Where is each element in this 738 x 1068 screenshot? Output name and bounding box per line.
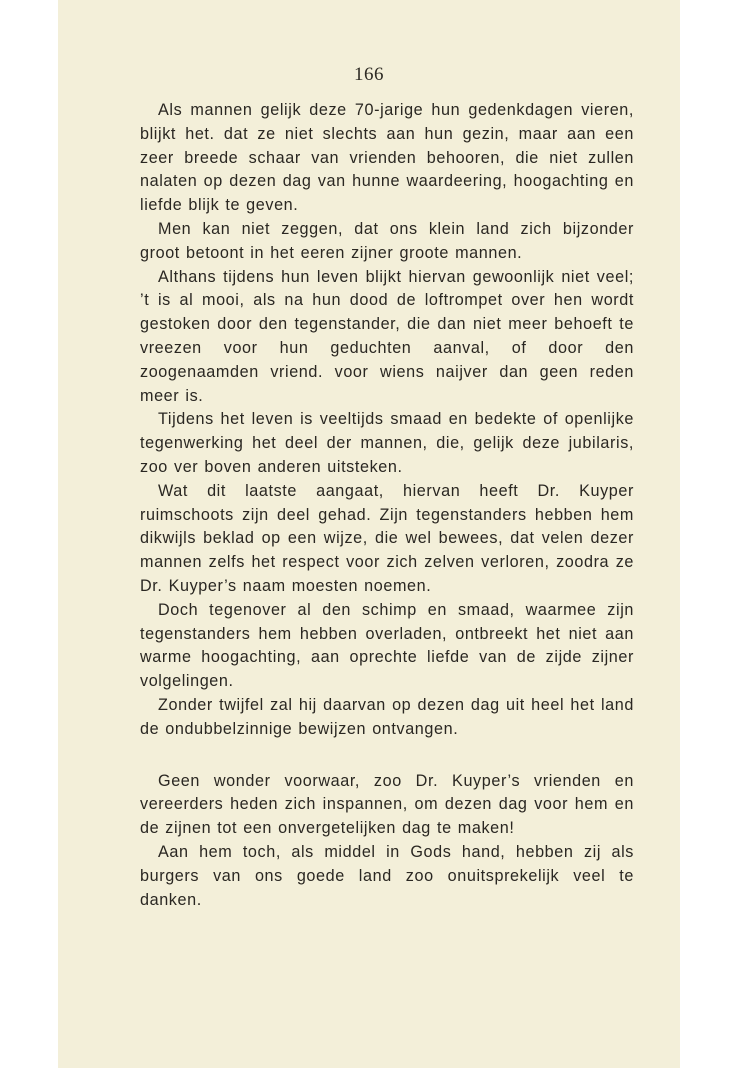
paragraph: Geen wonder voorwaar, zoo Dr. Kuyper’s vrienden en vereerders heden zich inspannen, om dezen dag voor hem en de zijnen tot een onvergetelijken dag te maken! (140, 771, 634, 838)
paragraph: Men kan niet zeggen, dat ons klein land zich bijzonder groot betoont in het eeren zijner groote mannen. (140, 219, 634, 262)
paragraph: Zonder twijfel zal hij daarvan op dezen dag uit heel het land de ondubbelzinnige bewijzen ontvangen. (140, 695, 634, 738)
paragraph: Althans tijdens hun leven blijkt hiervan gewoonlijk niet veel; ’t is al mooi, als na hun dood de loftrompet over hen wordt gestoken door den tegenstander, die dan niet meer behoeft te vreezen voor hun geduchten aanval, of door den zoogenaamden vriend. voor wiens naijver dan geen reden meer is. (140, 267, 634, 405)
page-number: 166 (354, 64, 384, 85)
body-text (140, 99, 634, 912)
paragraph: Aan hem toch, als middel in Gods hand, hebben zij als burgers van ons goede land zoo onuitsprekelijk veel te danken. (140, 842, 634, 909)
paragraph: Tijdens het leven is veeltijds smaad en bedekte of openlijke tegenwerking het deel der mannen, die, gelijk deze jubilaris, zoo ver boven anderen uitsteken. (140, 410, 634, 476)
paragraph: Wat dit laatste aangaat, hiervan heeft Dr. Kuyper ruimschoots zijn deel gehad. Zijn tegenstanders hebben hem dikwijls beklad op een wijze, die wel bewees, dat velen dezer mannen zelfs het respect voor zich zelven verloren, zoodra ze Dr. Kuyper’s naam moesten noemen. (140, 481, 634, 595)
paragraph: Doch tegenover al den schimp en smaad, waarmee zijn tegenstanders hem hebben overladen, ontbreekt het niet aan warme hoogachting, aan oprechte liefde van de zijde zijner volgelingen. (140, 600, 634, 691)
page (58, 0, 680, 1068)
paragraph: Als mannen gelijk deze 70-jarige hun gedenkdagen vieren, blijkt het. dat ze niet slechts aan hun gezin, maar aan een zeer breede schaar van vrienden behooren, die niet zullen nalaten op dezen dag van hunne waardeering, hoogachting en liefde blijk te geven. (140, 101, 634, 215)
